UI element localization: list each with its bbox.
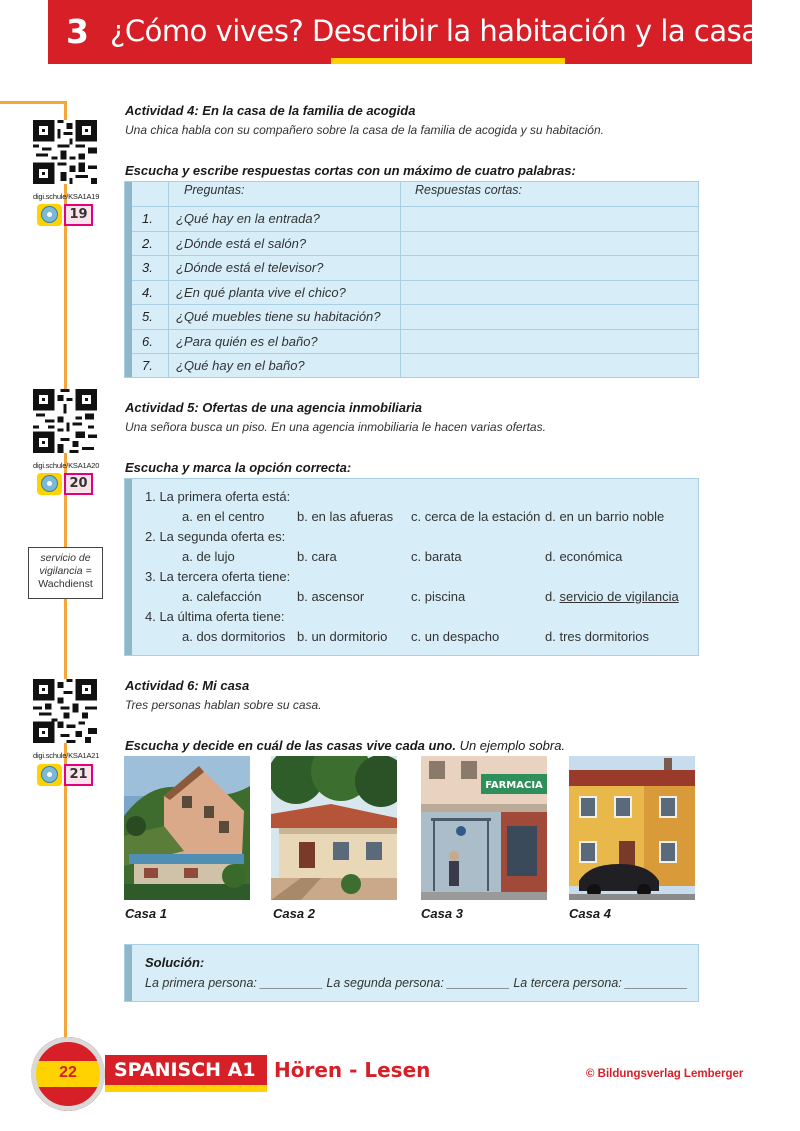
- option-a[interactable]: a. calefacción: [182, 589, 262, 604]
- option-c[interactable]: c. cerca de la estación: [411, 509, 541, 524]
- solution-box: [124, 944, 699, 1002]
- qr-link-text[interactable]: digi.schule/KSA1A20: [33, 461, 100, 470]
- pharmacy-sign: FARMACIA: [485, 780, 543, 791]
- house-label-3: Casa 3: [421, 906, 463, 921]
- option-d[interactable]: d. tres dormitorios: [545, 629, 650, 644]
- row-number: 4.: [142, 284, 153, 300]
- header-stripe: [331, 58, 565, 64]
- house-label-4: Casa 4: [569, 906, 611, 921]
- footer-topic: Hören - Lesen: [274, 1058, 431, 1082]
- activity-5-instruction: Escucha y marca la opción correcta:: [125, 460, 352, 475]
- answer-table: [124, 181, 699, 378]
- glossary-line: vigilancia =: [39, 565, 92, 577]
- activity-4-instruction: Escucha y escribe respuestas cortas con un máximo de cuatro palabras:: [125, 163, 576, 178]
- row-number: 7.: [142, 358, 153, 373]
- option-c[interactable]: c. barata: [411, 549, 462, 564]
- audio-cd-icon[interactable]: [37, 204, 62, 226]
- chapter-header: [48, 0, 759, 64]
- table-row: [132, 255, 698, 280]
- box-accent-bar: [125, 479, 132, 655]
- glossary-note: [28, 547, 103, 599]
- row-number: 3.: [142, 260, 153, 275]
- table-row: [132, 231, 698, 256]
- instruction-extra: Un ejemplo sobra.: [455, 738, 566, 753]
- house-label-2: Casa 2: [273, 906, 315, 921]
- option-d[interactable]: d. económica: [545, 549, 623, 564]
- row-number: 2.: [142, 235, 153, 251]
- question-stem: 2. La segunda oferta es:: [145, 529, 286, 544]
- option-b[interactable]: b. en las afueras: [297, 509, 394, 524]
- question-text: ¿Qué muebles tiene su habitación?: [176, 309, 381, 324]
- table-row: [132, 329, 698, 354]
- multiple-choice-box: [124, 478, 699, 656]
- row-number: 5.: [142, 309, 153, 324]
- column-header-questions: Preguntas:: [184, 183, 245, 197]
- option-b[interactable]: b. cara: [297, 549, 337, 564]
- margin-rule-horizontal: [0, 101, 66, 104]
- audio-cd-icon[interactable]: [37, 764, 62, 786]
- table-row: [132, 206, 698, 231]
- option-a[interactable]: a. de lujo: [182, 549, 235, 564]
- qr-code-icon[interactable]: [33, 389, 97, 453]
- house-label-1: Casa 1: [125, 906, 167, 921]
- row-number: 1.: [142, 211, 153, 226]
- question-stem: 4. La última oferta tiene:: [145, 609, 285, 624]
- house-photo-1: [124, 756, 250, 900]
- activity-6-instruction: [125, 738, 565, 753]
- question-text: ¿Dónde está el salón?: [176, 235, 307, 251]
- option-b[interactable]: b. un dormitorio: [297, 629, 388, 644]
- qr-code-icon[interactable]: [33, 679, 97, 743]
- footer-brand-stripe: [105, 1085, 267, 1092]
- table-accent-bar: [125, 182, 132, 377]
- option-c[interactable]: c. un despacho: [411, 629, 500, 644]
- option-a[interactable]: a. en el centro: [182, 509, 265, 524]
- instruction-main: Escucha y decide en cuál de las casas vive cada uno.: [125, 738, 456, 753]
- activity-6-title: Actividad 6: Mi casa: [125, 678, 250, 693]
- track-number-badge: 21: [64, 764, 93, 786]
- activity-5-title: Actividad 5: Ofertas de una agencia inmobiliaria: [125, 400, 422, 415]
- question-stem: 3. La tercera oferta tiene:: [145, 569, 291, 584]
- glossary-line: servicio de: [40, 552, 91, 564]
- page-number-badge: [31, 1037, 105, 1111]
- house-photo-2: [271, 756, 397, 900]
- option-a[interactable]: a. dos dormitorios: [182, 629, 286, 644]
- qr-link-text[interactable]: digi.schule/KSA1A19: [33, 192, 100, 201]
- activity-6-description: Tres personas hablan sobre su casa.: [125, 698, 322, 712]
- question-text: ¿Qué hay en la entrada?: [176, 211, 320, 226]
- table-row: [132, 353, 698, 378]
- question-text: ¿Qué hay en el baño?: [176, 358, 305, 373]
- activity-5-description: Una señora busca un piso. En una agencia inmobiliaria le hacen varias ofertas.: [125, 420, 546, 434]
- track-number-badge: 20: [64, 473, 93, 495]
- column-header-answers: Respuestas cortas:: [415, 183, 522, 197]
- option-b[interactable]: b. ascensor: [297, 589, 365, 604]
- option-c[interactable]: c. piscina: [411, 589, 466, 604]
- footer-brand: SPANISCH A1: [114, 1059, 256, 1081]
- question-text: ¿Dónde está el televisor?: [176, 260, 324, 275]
- question-text: ¿En qué planta vive el chico?: [176, 284, 346, 300]
- row-number: 6.: [142, 333, 153, 349]
- activity-4-description: Una chica habla con su compañero sobre la casa de la familia de acogida y su habitación.: [125, 123, 604, 137]
- solution-title: Solución:: [145, 955, 205, 970]
- option-d-prefix: d.: [545, 589, 560, 604]
- activity-4-title: Actividad 4: En la casa de la familia de acogida: [125, 103, 416, 118]
- option-d[interactable]: d. en un barrio noble: [545, 509, 665, 524]
- solution-blanks[interactable]: La primera persona: _________ La segunda persona: _________ La tercera persona: _________: [145, 976, 688, 990]
- audio-cd-icon[interactable]: [37, 473, 62, 495]
- question-text: ¿Para quién es el baño?: [176, 333, 318, 349]
- track-number-badge: 19: [64, 204, 93, 226]
- page-number: 22: [59, 1064, 77, 1081]
- underlined-term: servicio de vigilancia: [559, 589, 679, 604]
- question-stem: 1. La primera oferta está:: [145, 489, 291, 504]
- house-photo-4: [569, 756, 695, 900]
- house-photo-3: [421, 756, 547, 900]
- page-title: ¿Cómo vives? Describir la habitación y la casa: [110, 14, 759, 48]
- footer-copyright: © Bildungsverlag Lemberger: [586, 1068, 744, 1080]
- chapter-number: 3: [66, 12, 89, 51]
- box-accent-bar: [125, 945, 132, 1001]
- table-row: [132, 304, 698, 329]
- table-row: [132, 280, 698, 305]
- qr-link-text[interactable]: digi.schule/KSA1A21: [33, 751, 100, 760]
- qr-code-icon[interactable]: [33, 120, 97, 184]
- option-d[interactable]: [545, 589, 679, 604]
- glossary-line: Wachdienst: [38, 578, 93, 590]
